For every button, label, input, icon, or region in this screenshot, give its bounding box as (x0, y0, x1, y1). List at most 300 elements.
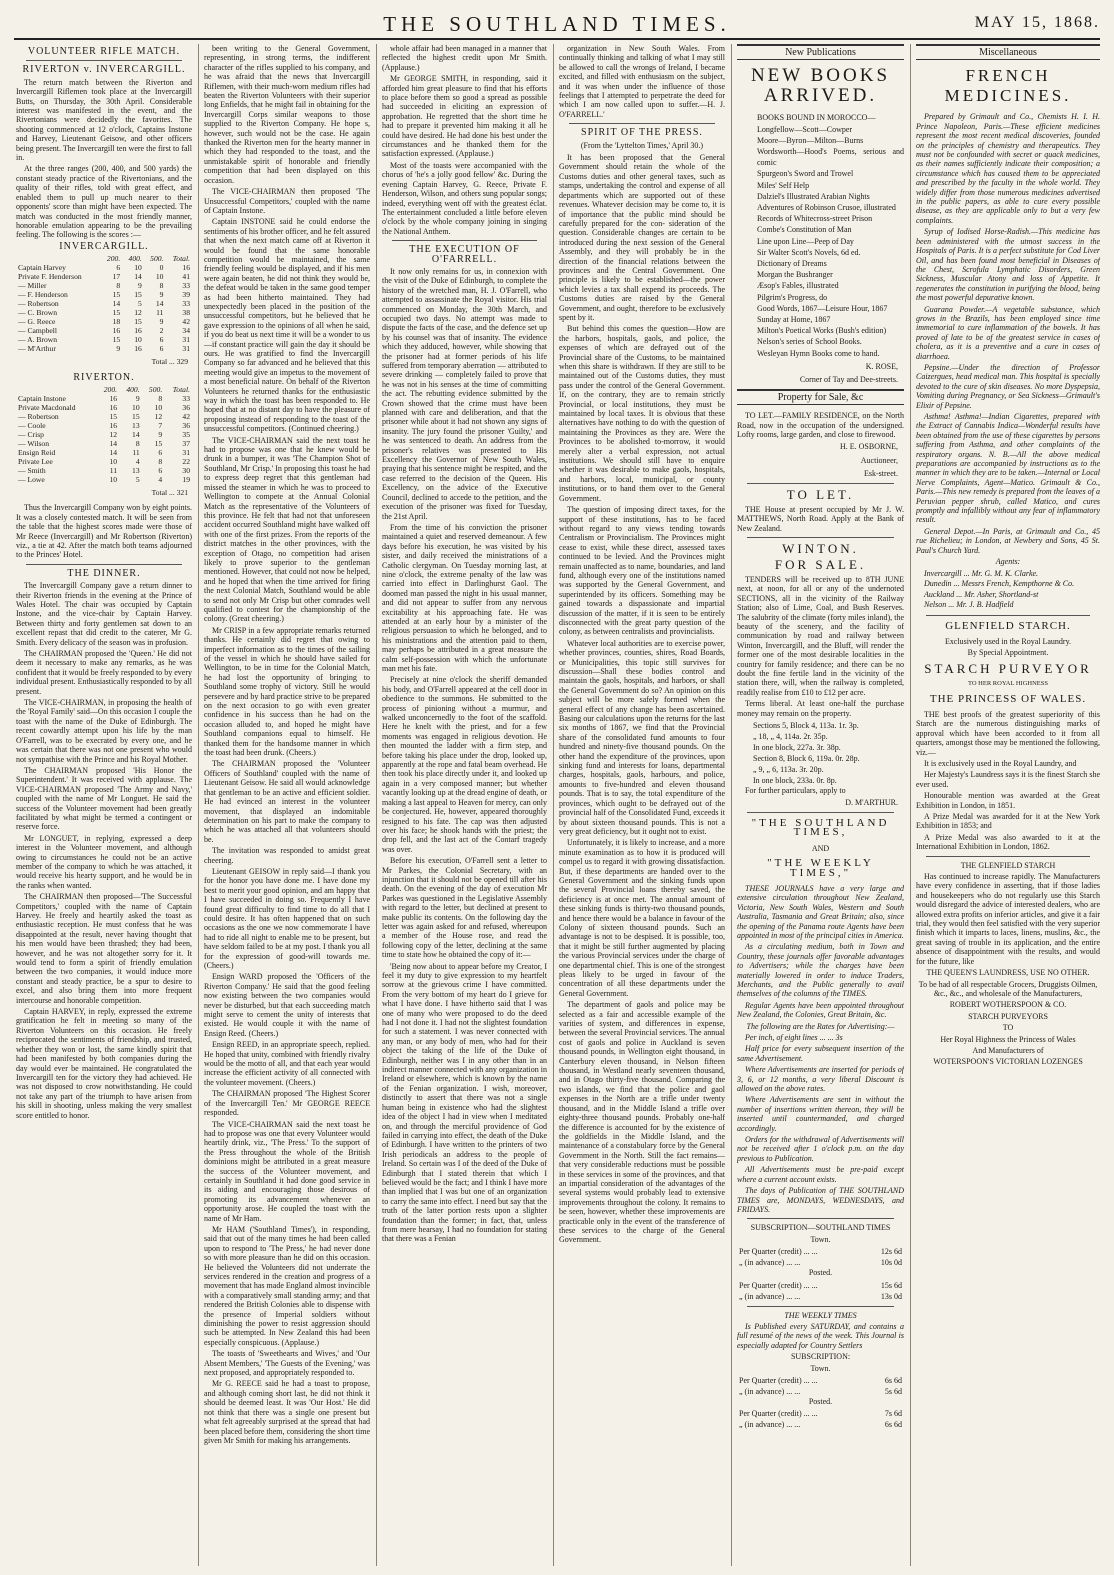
ad-headline: STARCH PURVEYOR (924, 660, 1092, 676)
column-rule (198, 44, 199, 1566)
book-item: Milton's Poetical Works (Bush's edition) (757, 326, 887, 336)
section-lot: In one block, 227a. 3r. 38p. (753, 743, 841, 753)
score-name-cell: — Coole (18, 420, 46, 430)
agent-item: Auckland ... Mr. Asher, Shortland-st (924, 589, 1039, 599)
price-value: 5s 6d (884, 1386, 902, 1396)
price-row (737, 1246, 904, 1257)
score-value-cell: 8 (116, 281, 121, 291)
ad-headline: GLENFIELD STARCH. (945, 619, 1071, 632)
article-paragraph: Mr LONGUET, in replying, expressed a deep interest in the Volunteer movement, and although owing to circumstances he could not be an active member of the company to which he was attached, it would receive his hearty support, and he would be in the ranks when wanted. (16, 833, 192, 890)
article-paragraph: Most of the toasts were accompanied with the chorus of 'he's a jolly good fellow' &c. During the evening Captain Harvey, G. Reece, Private F. Henderson, Wilson, and others sung popular songs; indeed, everything went off with the greatest éclat. The entertainment concluded a little before eleven o'clock by the whole company joining in singing the National Anthem. (382, 160, 547, 236)
article-source: (From the 'Lyttelton Times,' April 30.) (580, 140, 704, 150)
agents-list (916, 569, 1100, 611)
score-value-cell: 6 (159, 344, 164, 354)
article-paragraph: whole affair had been managed in a manner that reflected the highest credit upon Mr Smith. (Applause.) (382, 44, 547, 72)
score-value-cell: 15 (132, 411, 140, 421)
score-value-cell: 9 (138, 281, 142, 291)
ad-connector: AND (811, 843, 830, 853)
rates-note: Orders for the withdrawal of Advertisements will not be received after 1 o'clock p.m. on the day previous to Publication. (737, 1135, 904, 1163)
score-value-cell: 14 (155, 299, 164, 309)
article-paragraph: been writing to the General Government, representing, in strong terms, the indifferent character of the rifles supplied to his company, and he was afraid that the news that Invercargill Riflemen, with their much-worn medium rifles had beaten the Riverton Volunteers with their superior long Enfields, that he might fail in obtaining for the Invercargill Corps similar weapons to those supplied to the Riverton Company. He hope s, however, such would not be the case. He again thanked the Riverton men for the hearty manner in which they had responded to the toast, and the unmistakable spirit of honorable and friendly competition that had been displayed on this occasion. (204, 44, 370, 185)
score-value-cell: 16 (109, 402, 118, 412)
score-value-cell: 14 (112, 299, 121, 309)
rates-line: Per inch, of eight lines ... ... 3s (745, 1033, 843, 1042)
price-value: 7s 6d (884, 1409, 902, 1419)
price-value: 6s 6d (884, 1375, 902, 1385)
subscription-title: SUBSCRIPTION—SOUTHLAND TIMES (750, 1223, 891, 1233)
section-heading: Property for Sale, &c (737, 389, 904, 405)
rates-notes (737, 1065, 904, 1214)
article-paragraph: The invitation was responded to amidst great cheering. (204, 846, 370, 865)
ad-text: TO LET.—FAMILY RESIDENCE, on the North Road, now in the occupation of the undersigned. Lofty rooms, large garden, and close to firewood. (737, 411, 904, 439)
score-value-cell: 8 (158, 456, 163, 466)
book-item: Æsop's Fables, illustrated (757, 281, 839, 291)
score-row (16, 281, 192, 290)
ad-text-block (737, 884, 904, 1020)
book-item: Adventures of Robinson Crusoe, illustrated (757, 203, 896, 213)
price-label: Per Quarter (credit) ... ... (739, 1409, 818, 1419)
ad-paragraph: Asthma! Asthma!—Indian Cigarettes, prepared with the Extract of Cannabis Indica—Wonderful results have been obtained from the use of these cigarettes by persons suffering from Asthma, and other complaints of the respiratory organs. N. B.—All the above medical preparations are accompanied by instructions as to the manner in which they are to be taken.—Internal or Local Nerve Complaints, Agent—Matico. Grimault & Co., Paris.—This new remedy is prepared from the leaves of a Peruvian pepper shrub, called Matico, and cures promptly and infallibly without any fear of inflammatory result. (916, 412, 1100, 525)
ad-paragraph: THE best proofs of the greatest superiority of this Starch are the numerous distinguishing marks of approval which have been accorded to it from all quarters, amongst those may be mentioned the following, viz.— (916, 709, 1100, 757)
score-value-cell: 4 (135, 456, 140, 466)
ad-subline: TO (1002, 1023, 1014, 1033)
article-paragraph: Mr HAM ('Southland Times'), in responding, said that out of the many times he had been called upon to respond to 'The Press,' he had never done so with more pleasure than he did on this occasion. He believed the Volunteers did not underrate the services rendered in the creation and progress of a movement that has made England almost invincible with a comparatively small standing army; and that rendered the British Colonies able to dispense with the presence of Imperial soldiers without diminishing the power to resist aggression should such be attempted. In New Zealand this had been especially conspicuous. (Applause.) (204, 1224, 370, 1347)
article-paragraph: Captain HARVEY, in reply, expressed the extreme gratification he felt in meeting so many of the Riverton Volunteers on this occasion. He freely reciprocated the sentiments of friendship, and trusted, whether they won or lost, the same kindly spirit that had been manifested by both companies during the day would ever be maintained. He congratulated the Invercargill ten for the victory they had achieved. He was not disposed to crow notwithstanding. He could not take any part of the triumph to have arisen from his skill in shooting, unless making the very smallest score entitled to honor. (16, 1007, 192, 1120)
rates-note: Where Advertisements are sent in without the number of insertions written thereon, they will be inserted until countermanded, and charged accordingly. (737, 1095, 904, 1133)
subscription-group: Town. (810, 1363, 831, 1373)
section-list (737, 720, 904, 786)
score-header-cell: 500. (148, 384, 163, 394)
ad-headline: WINTON. (782, 541, 859, 557)
score-value-cell: 12 (134, 308, 142, 318)
score-value-cell: 9 (135, 393, 140, 403)
score-value-cell: 12 (109, 429, 118, 439)
ad-headline: FRENCH MEDICINES. (944, 66, 1072, 106)
ad-paragraph: THESE JOURNALS have a very large and extensive circulation throughout New Zealand, Victoria, New South Wales, Western and South Australia, Tasmania and Great Britain; also, since the opening of the Panama route Agents have been appointed in most of the principal cities in America. (737, 883, 904, 940)
article-paragraph: It now only remains for us, in connexion with the visit of the Duke of Edinburgh, to complete the history of the wretched man, H. J. O'Farrell, who attempted to assassinate the Royal visitor. His trial commenced on Monday, the 30th March, and occupied two days. No attempt was made to dispute the facts of the case, and the defence set up by his counsel was that of insanity. The evidence which they adduced, however, while showing that the prisoner had at former periods of his life suffered from temporary aberration — attributed to severe drinking — completely failed to prove that he was not in his senses at the time of committing the act. The rebutting evidence submitted by the Crown showed that the crime must have been planned with care and deliberation, and that the prisoner while about it had not shown any signs of insanity. The jury found the prisoner 'Guilty,' and he was sentenced to death. An address from the prisoner's relatives was presented to His Excellency the Governor of New South Wales, praying that his sentence might be respited, and the case referred to the decision of the Queen. His Excellency, on the advice of the Executive Council, declined to accede to the petition, and the execution of the prisoner was fixed for Tuesday, the 21st April. (382, 266, 547, 521)
score-value-cell: 6 (158, 465, 163, 475)
article-paragraph: Precisely at nine o'clock the sheriff demanded his body, and O'Farrell appeared at the cell door in obedience to the summons. He submitted to the process of pinioning without a murmur, and walked unconcernedly to the foot of the scaffold. Here he knelt with the priest, and for a few moments was engaged in religious devotion. He then mounted the ladder with a firm step, and before taking his place under the drop, looked up, apparently at the rope and fatal beam overhead. He then took his place directly under it, and looked up again in a very composed manner; but whether vacantly looking up at the dread engine of death, or making a last appeal to Heaven for mercy, can only be conjectured. He, however, appeared thoroughly resigned to his fate. The cap was then adjusted over his face; he shook hands with the priest; the drop fell, and the last act of the Contarf tragedy was over. (382, 675, 547, 854)
article-paragraph: The VICE-CHAIRMAN said the next toast he had to propose was one that he knew would be drunk in a bumper, it was 'The Champion Shot of Southland, Mr Crisp.' In proposing this toast he had to express deep regret that this gentleman had missed the steamer in which he was to proceed to Wellington to compete at the Annual Colonial Match as the representative of the Volunteers of this province. He felt that had not that unforeseen accident occurred Southland might have walked off with one of the first prizes. From the reports of the district matches in the other provinces, with the exception of Otago, no competition had arisen likely to prove superior to the gentleman mentioned. However, that could not now be helped, and he hoped that when the time arrived for firing the next Colonial Match, Southland would be able to send not only Mr Crisp but other comrades well qualified to contest for the championship of the colony. (Great cheering.) (204, 435, 370, 624)
ad-text: General Depot.—In Paris, at Grimault and Co., 45 rue Richelieu; in London, at Newbery and Sons, 45 St. Paul's Church Yard. (916, 526, 1100, 555)
article-paragraph: The CHAIRMAN proposed the 'Queen.' He did not deem it necessary to make any remarks, as he was confident that it would be freely responded to by every individual present. Enthusiastically responded to by all present. (16, 649, 192, 696)
ad-paragraph: It is exclusively used in the Royal Laundry, and (924, 758, 1077, 768)
article-paragraph: The question of imposing direct taxes, for the support of these institutions, has to be faced without regard to any views tending towards Centralism or Provincialism. The Provinces might cease to exist, while these direct, assessed taxes continued to be levied. And the Provinces might remain unaffected as to name, boundaries, and land fund, although every one of the institutions named was supported by the General Government, and superintended by its officers. Something may be gained towards a dispassionate and impartial discussion of the matter, if it is seen to be entirely disconnected with the great party question of the colony, as between centralists and provincialists. (559, 505, 725, 637)
article-paragraph: The CHAIRMAN then proposed—'The Successful Competitors,' coupled with the name of Captain Harvey. He freely and heartily asked the toast as enthusiastic reception. He must confess that he was disappointed at the result, never having thought that his men would have been thrashed; they had been, however, and he was not altogether sorry for it. It would tend to form a spirit of friendly emulation between the two companies, it would induce more constant and steady practice, be a spur to desire to excel, and also bring them into more frequent intercourse and honorable competition. (16, 892, 192, 1005)
score-value-cell: 16 (134, 326, 142, 336)
score-value-cell: 36 (182, 420, 190, 430)
book-item: Longfellow—Scott—Cowper (757, 124, 853, 134)
book-list (737, 112, 904, 358)
ad-subline: Exclusively used in the Royal Laundry. (944, 636, 1072, 646)
book-item: Good Words, 1867—Leisure Hour, 1867 (757, 303, 888, 313)
score-header-cell: 400. (128, 254, 142, 264)
article-paragraph: Ensign WARD proposed the 'Officers of the Riverton Company.' He said that the good feeling now existing between the two companies would never be disturbed, but that each succeeding match might serve to cement the unity of interests that existed. He would couple it with the name of Ensign Reed. (Cheers.) (204, 972, 370, 1038)
score-header-cell: Total. (172, 254, 190, 264)
score-row (16, 299, 192, 308)
score-value-cell: 31 (182, 344, 190, 354)
score-total: Total ... 329 (151, 357, 188, 367)
score-value-cell: 6 (158, 447, 163, 457)
ad-headline: THE GLENFIELD STARCH (960, 860, 1056, 870)
book-item: Spurgeon's Sword and Trowel (757, 169, 854, 179)
section-lot: Section 8, Block 6, 119a. 0r. 28p. (753, 754, 860, 764)
score-value-cell: 7 (158, 420, 163, 430)
article-paragraph: Before his execution, O'Farrell sent a letter to Mr Parkes, the Colonial Secretary, with an injunction that it should not be opened till after his death. On the evening of the day of execution Mr Parkes was questioned in the Legislative Assembly with regard to the letter, but declined at present to make public its contents. On the following day the letter was again asked for and refused, whereupon a member of the House rose, and read the following copy of the letter, declining at the same time to state how he obtained the copy of it:— (382, 856, 547, 960)
score-row (16, 439, 192, 448)
price-label: „ (in advance) ... ... (739, 1420, 801, 1430)
score-value-cell: 15 (109, 411, 118, 421)
ad-headline: ROBERT WOTHERSPOON & CO. (949, 1000, 1067, 1010)
score-value-cell: 11 (132, 447, 140, 457)
article-body (559, 153, 725, 1245)
score-row (16, 326, 192, 335)
book-item: Nelson's series of School Books. (757, 337, 862, 347)
score-value-cell: 34 (182, 326, 190, 336)
score-value-cell: 13 (132, 420, 140, 430)
score-value-cell: 31 (182, 447, 190, 457)
book-item: Miles' Self Help (757, 180, 810, 190)
score-name-cell: — G. Reece (18, 317, 56, 327)
score-value-cell: 9 (158, 429, 163, 439)
price-value: 10s 0d (880, 1258, 902, 1268)
score-value-cell: 15 (154, 438, 163, 448)
rates-line: Half price for every subsequent insertion of the same Advertisement. (737, 1044, 904, 1063)
ad-subline: By Special Appointment. (967, 648, 1049, 658)
column-rule (376, 44, 377, 1566)
section-heading: Miscellaneous (916, 44, 1100, 60)
ad-paragraph: Prepared by Grimault and Co., Chemists H. I. H. Prince Napoleon, Paris.—These efficient medicines represent the most recent medical discoveries, founded on the principles of chemistry and therapeutics. They must not be confounded with secret or quack medicines, as their names sufficiently indicate their composition; a circumstance which has caused them to be appreciated and prescribed by the faculty in the whole world. They widely differ from those numerous medicines advertised in the public papers, as able to cure every possible disease, as they are applicable only to but a very few complaints. (916, 112, 1100, 225)
column-miscellaneous (916, 44, 1100, 1566)
ad-paragraph: Her Majesty's Laundress says it is the finest Starch she ever used. (916, 770, 1100, 789)
score-value-cell: 38 (182, 308, 190, 318)
score-row (16, 421, 192, 430)
score-value-cell: 15 (134, 317, 142, 327)
score-value-cell: 2 (159, 326, 164, 336)
score-value-cell: 31 (182, 335, 190, 345)
price-label: Per Quarter (credit) ... ... (739, 1375, 818, 1385)
subscription-table (737, 1375, 904, 1397)
article-paragraph: The VICE-CHAIRMAN, in proposing the health of the 'Royal Family' said—On this occasion I couple the toast with the name of the Duke of Edinburgh. The recent cowardly attempt upon his life by the man O'Farrell, was to be execrated by every one, and he was certain that there was not one present who would not sympathise with the Prince and his Royal Mother. (16, 698, 192, 764)
article-paragraph: Mr GEORGE SMITH, in responding, said it afforded him great pleasure to find that his efforts to place before them so good a spread as possible had succeeded in eliciting an expression of approbation. He regretted that the short time he had to prepare it prevented him making it all he could have desired. He had done his best under the circumstances and he thanked them for the satisfaction expressed. (Applause.) (382, 74, 547, 159)
score-row (16, 263, 192, 272)
score-value-cell: 10 (109, 474, 118, 484)
book-item: Sunday at Home, 1867 (757, 315, 831, 325)
article-intro (16, 78, 192, 240)
ad-subline: TO HER ROYAL HIGHNESS (968, 680, 1048, 688)
score-row (16, 403, 192, 412)
column-rule (553, 44, 554, 1566)
score-row (16, 457, 192, 466)
price-value: 6s 6d (884, 1420, 902, 1430)
score-value-cell: 35 (182, 429, 190, 439)
score-header-cell (16, 385, 96, 394)
score-value-cell: 4 (158, 474, 163, 484)
article-paragraph: Mr G. REECE said he had a toast to propose, and although coming short last, he did not think it should be deemed least. It was 'Our Host.' He did not think that there was a single one present but what felt agreeably surprised at the spread that had been placed before them, considering the short time given Mr Smith for making his arrangements. (204, 1379, 370, 1445)
score-value-cell: 36 (182, 402, 190, 412)
score-value-cell: 16 (112, 326, 121, 336)
ad-text: For further particulars, apply to (745, 786, 846, 796)
price-row (737, 1408, 904, 1419)
score-header-row (16, 385, 192, 394)
score-value-cell: 19 (182, 474, 190, 484)
ad-paragraph: Regular Agents have been appointed throughout New Zealand, the Colonies, Great Britain, &c. (737, 1000, 904, 1020)
rates-intro: The following are the Rates for Advertising:— (746, 1021, 895, 1031)
column-rifle-match (16, 44, 192, 1566)
score-row (16, 466, 192, 475)
ad-text: THE House at present occupied by Mr J. W. MATTHEWS, North Road. Apply at the Bank of New Zealand. (737, 504, 904, 533)
ad-signature: K. ROSE, (865, 361, 898, 371)
score-row (16, 412, 192, 421)
article-title: THE DINNER. (67, 567, 141, 579)
article-paragraph: Captain INSTONE said he could endorse the sentiments of his brother officer, and he felt assured that when the next match came off at Riverton it would be found that the same honorable competition would be maintained, the same friendly feeling would be displayed, and if his men were again beaten, he did not think they would be, the defeat would be taken in the same good temper as had been hitherto maintained. They had unexpectedly been placed in the position of the unsuccessful competitors, but he believed that he gave expression to the opinions of all when he said, if you do beat us next time it will be a wonder to us—if constant practice will gain the day it should be ours. He was gratified to find the Invercargill Company so far advanced and he believed that this meeting would give an impetus to the movement of a most beneficial nature. On behalf of the Riverton Volunteers he returned thanks for the enthusiastic way in which the toast has been responded to. He hoped that at no distant day to have the pleasure of proposing instead of responding to the toast of the unsuccessful competitors. (Continued cheering.) (204, 217, 370, 434)
score-header-row (16, 254, 192, 263)
article-paragraph: From the time of his conviction the prisoner maintained a quiet and reserved demeanour. A few days before his execution, he was visited by his sister, and daily received the ministrations of a Catholic clergyman. On Tuesday morning last, at nine o'clock, the extreme penalty of the law was carried into effect in Darlinghurst Gaol. The doomed man passed the night in his usual manner, and did not appear to suffer from any nervous excitability at his approaching fate. He was attended at an early hour by a minister of the religious persuasion to which he belonged, and to his ministrations and the attention paid to them, may perhaps be attributed in a great measure the calm self-possession with which the unfortunate man met his fate. (382, 522, 547, 673)
ad-text-block (916, 710, 1100, 852)
article-paragraph: The toasts of 'Sweethearts and Wives,' and 'Our Absent Members,' 'The Guests of the Evening,' was next proposed, and appropriately responded to. (204, 1349, 370, 1378)
article-body (16, 581, 192, 1120)
article-paragraph: Thus the Invercargill Company won by eight points. It was a closely contested match. It will be seen from the table that the highest scores made were those of Mr Reece (Invercargill) and Mr Robertson (Riverton) viz., a tie at 42. After the match both teams adjourned to the Princes' Hotel. (16, 503, 192, 560)
score-value-cell: 6 (159, 335, 164, 345)
article-paragraph: Whatever local authorities are to exercise power, whether provinces, counties, shires, Road Boards, or Municipalities, this topic still survives for discussion—Shall these bodies control and maintain the gaols, hospitals, and harbors, or shall the General Government do so? An opinion on this subject will be more safely formed when the general effect of any change has been ascertained. Basing our calculations upon the returns for the last six months of 1867, we find that the Provincial share of the consolidated fund amounts to four hundred and ninety-five thousand pounds. On the other hand the expenditure of the provinces, upon sinking fund and interests for loans, departmental charges, hospitals, gaols, harbours, and police, amounts to five-hundred and eleven thousand pounds. That is to say, the total expenditure of the provinces, which ought to be defrayed out of the provincial half of the Consolidated Fund, exceeds it by about sixteen thousand pounds. This is not a very great deficiency, but it ought not to exist. (559, 638, 725, 836)
score-value-cell: 11 (109, 465, 118, 475)
ad-text: Has continued to increase rapidly. The Manufacturers have every confidence in asserting, that if those ladies and housekeepers who do not regularly use this Starch would disregard the advice of interested dealers, who are allowed extra profits on inferior articles, and give it a fair trial, they would then feel satisfied with the very superior finish which it imparts to laces, linens, muslins, &c., the great saving of trouble in its application, and the entire absence of disappointment with the results, and would for the future, like (916, 872, 1100, 966)
score-value-cell: 8 (158, 393, 163, 403)
column-advertisements (737, 44, 904, 1566)
score-value-cell: 37 (182, 438, 190, 448)
book-item: Combe's Constitution of Man (757, 225, 852, 235)
score-value-cell: 8 (135, 438, 140, 448)
score-header-cell: 400. (126, 384, 140, 394)
subscription-group: Town. (810, 1234, 831, 1244)
book-item: Dalziel's Illustrated Arabian Nights (757, 191, 870, 201)
score-value-cell: 8 (159, 281, 164, 291)
score-value-cell: 13 (132, 465, 140, 475)
article-paragraph: At the three ranges (200, 400, and 500 yards) the constant steady practice of the Rivertonians, and the quality of their rifles, told with great effect, and enabled them to pull up much nearer to their opponents' score than might have been expected. The match was conducted in the most friendly manner, honorable emulation appearing to be the prevailing feeling. The following is the scores :— (16, 164, 192, 240)
ad-headline: "THE SOUTHLAND TIMES, (751, 816, 890, 839)
score-value-cell: 10 (132, 402, 140, 412)
score-value-cell: 42 (182, 411, 190, 421)
article-paragraph: The VICE-CHAIRMAN then proposed 'The Unsuccessful Competitors,' coupled with the name of Captain Instone. (204, 187, 370, 215)
score-value-cell: 15 (112, 335, 121, 345)
score-value-cell: 5 (138, 299, 142, 309)
ad-text: Terms liberal. At least one-half the purchase money may remain on the property. (737, 699, 904, 718)
book-item: Line upon Line—Peep of Day (757, 236, 854, 246)
article-subtitle: RIVERTON v. INVERCARGILL. (22, 64, 186, 76)
agent-item: Invercargill ... Mr. G. M. K. Clarke. (924, 568, 1039, 578)
score-value-cell: 33 (182, 299, 190, 309)
agent-item: Nelson ... Mr. J. B. Hadfield (924, 600, 1014, 609)
score-table-title: INVERCARGILL. (59, 240, 149, 252)
score-value-cell: 33 (182, 281, 190, 291)
ad-signature: D. M'ARTHUR. (845, 798, 898, 808)
price-value: 13s 0d (880, 1291, 902, 1301)
score-header-cell: 500. (150, 254, 164, 264)
article-paragraph: The return match between the Riverton and Invercargill Riflemen took place at the Invercargill Butts, on Thursday, the 30th April. Considerable interest was manifested in the event, and the Rivertonians were decidedly the favorites. The shooting commenced at 12 o'clock, Captains Instone and Harvey, Lieutenant Geisow, and other officers being present. The Invercargill ten were the first to fall in. (16, 77, 192, 163)
score-value-cell: 10 (134, 263, 142, 273)
column-rule (731, 44, 732, 1566)
ad-headline: "THE WEEKLY TIMES," (767, 857, 874, 879)
article-title: SPIRIT OF THE PRESS. (581, 127, 703, 139)
score-value-cell: 15 (112, 308, 121, 318)
score-name-cell: — Crisp (18, 429, 44, 439)
issue-date: MAY 15, 1868. (974, 14, 1100, 31)
score-value-cell: 9 (159, 317, 164, 327)
agents-heading: Agents: (995, 557, 1021, 567)
newspaper-title: THE SOUTHLAND TIMES. (383, 12, 731, 36)
score-value-cell: 14 (109, 447, 118, 457)
score-name-cell: — Robertson (18, 411, 59, 421)
score-total: Total ... 321 (151, 487, 188, 497)
ad-headline: THE PRINCESS OF WALES. (929, 692, 1087, 705)
section-lot: „ 9, „ 6, 113a. 3r. 20p. (753, 765, 824, 775)
score-value-cell: 14 (109, 438, 118, 448)
score-row (16, 430, 192, 439)
score-name-cell: — Miller (18, 281, 47, 291)
score-name-cell: Captain Harvey (18, 263, 66, 273)
price-label: „ (in advance) ... ... (739, 1291, 801, 1301)
subscription-title: SUBSCRIPTION: (790, 1352, 851, 1362)
score-name-cell: — Robertson (18, 299, 59, 309)
article-body (559, 44, 725, 119)
book-item: Sir Walter Scott's Novels, 6d ed. (757, 247, 861, 257)
ad-headline: NEW BOOKS ARRIVED. (750, 65, 891, 107)
article-paragraph: The VICE-CHAIRMAN said the next toast he had to propose was one that every Volunteer would heartily drink, viz., 'The Press.' To the support of the Press throughout the whole of the British dominions might be attributed in a great measure the success of the Volunteer movement, and certainly in Southland it had done good service in its aiding and encouraging those desirous of promoting its advancement whenever an opportunity arose. He coupled the toast with the name of Mr Ham. (204, 1119, 370, 1223)
article-body (382, 44, 547, 236)
section-lot: „ 18, „ 4, 114a. 2r. 35p. (753, 732, 828, 742)
article-paragraph: organization in New South Wales. From continually thinking and talking of what I may still be allowed to call the wrongs of Ireland, I became excited, and filled with enthusiasm on the subject, and it was when under the influence of those feelings that I attempted to perpetrate the deed for which I am now called upon to suffer.—H. J. O'FARRELL.' (559, 44, 725, 119)
article-paragraph: The CHAIRMAN proposed 'The Highest Scorer of the Invercargill Ten.' Mr GEORGE REECE responded. (204, 1089, 370, 1118)
column-rule (910, 44, 911, 1566)
book-item: Dictionary of Dreams (757, 259, 827, 269)
score-table-invercargill (16, 254, 192, 353)
score-value-cell: 0 (159, 263, 164, 273)
article-paragraph: Mr CRISP in a few appropriate remarks returned thanks. He certainly did regret that owing to imperfect information as to the times of the sailing of the vessel in which he should have sailed for Wellington, to be in time for the Colonial Match, he had lost the opportunity of bringing to Southland some trophy of victory. Still he would persevere and by hard practice strive to be prepared on the next occasion to go with even greater confidence in his success than he had on the occasion alluded to, and hoped he might have Southland companions equal to himself. He thanked them for the handsome manner in which the toast had been drunk. (Cheers.) (204, 625, 370, 758)
subscription-group: Posted. (808, 1396, 833, 1406)
score-name-cell: — Smith (18, 465, 46, 475)
article-paragraph: But behind this comes the question—How are the harbors, hospitals, gaols, and police, the expenses of which are defrayed out of the Provincial share of the Customs, to be maintained when this share is withdrawn. If they are still to be maintained out of the Customs duties, they must pass under the control of the General Government. If, on the contrary, they are to remain strictly Provincial, or local institutions, they must be maintained by local taxes. It is obvious that these alternatives have nothing to do with the question of maintaining the Provinces as they are. Were the Provinces to be abolished to-morrow, it would merely alter a verbal expression, not actual institutions. We should still have to enquire whether it was desirable to make gaols, hospitals, and harbors, local, municipal, or county institutions, or to hand them over to the General Government. (559, 324, 725, 503)
score-value-cell: 10 (134, 335, 142, 345)
score-value-cell: 10 (154, 402, 163, 412)
article-body (382, 267, 547, 1244)
score-value-cell: 9 (116, 344, 121, 354)
score-name-cell: — Campbell (18, 326, 58, 336)
article-body (204, 44, 370, 1445)
score-value-cell: 12 (154, 411, 163, 421)
book-item: Moore—Byron—Milton—Burns (757, 135, 864, 145)
ad-signature: Corner of Tay and Dee-streets. (799, 375, 898, 385)
ad-text-block (916, 112, 1100, 524)
score-header-cell: 200. (103, 384, 118, 394)
book-item: Wesleyan Hymn Books come to hand. (757, 348, 880, 358)
price-row (737, 1419, 904, 1430)
score-value-cell: 16 (182, 263, 190, 273)
price-label: Per Quarter (credit) ... ... (739, 1280, 818, 1290)
score-value-cell: 9 (159, 290, 164, 300)
score-value-cell: 39 (182, 290, 190, 300)
price-label: Per Quarter (credit) ... ... (739, 1247, 818, 1257)
score-name-cell: Captain Instone (18, 393, 66, 403)
ad-paragraph: Pepsine.—Under the direction of Professor Caizergues, head medical man. This hospital is specially devoted to the cure of skin diseases. No more Dyspepsia, Vomiting during Pregnancy, or Sea Sickness—Grimault's Elixir of Pepsine. (916, 362, 1100, 410)
book-item: Wordsworth—Hood's Poems, serious and comic (757, 147, 904, 168)
ad-headline: WOTERSPOON'S VICTORIAN LOZENGES (933, 1057, 1083, 1067)
score-name-cell: — C. Brown (18, 308, 58, 318)
agent-item: Dunedin ... Messrs French, Kempthorne & Co. (924, 579, 1075, 588)
score-row (16, 308, 192, 317)
score-value-cell: 42 (182, 317, 190, 327)
ad-subline: Her Royal Highness the Princess of Wales (940, 1034, 1076, 1044)
score-value-cell: 6 (116, 263, 121, 273)
score-row (16, 394, 192, 403)
score-value-cell: 15 (134, 290, 142, 300)
subscription-table (737, 1246, 904, 1268)
score-value-cell: 5 (135, 474, 140, 484)
score-row (16, 317, 192, 326)
score-header-cell (16, 254, 101, 263)
score-value-cell: 10 (155, 272, 164, 282)
section-lot: Sections 5, Block 4, 113a. 1r. 3p. (753, 721, 859, 731)
score-value-cell: 22 (182, 456, 190, 466)
price-row (737, 1375, 904, 1386)
score-header-cell: 200. (106, 254, 121, 264)
book-item: Morgan the Bushranger (757, 270, 833, 280)
score-name-cell: — F. Henderson (18, 290, 68, 300)
score-name-cell: — Lowe (18, 474, 45, 484)
section-lot: In one block, 233a. 0r. 8p. (753, 776, 837, 786)
weekly-heading: THE WEEKLY TIMES (784, 1310, 857, 1320)
masthead (14, 12, 1100, 40)
score-table-title: RIVERTON. (73, 371, 135, 383)
ad-paragraph: A Prize Medal was also awarded to it at the International Exhibition in London, 1862. (916, 832, 1100, 852)
article-paragraph: 'Being now about to appear before my Creator, I feel it my duty to give expression to my heartfelt sorrow at the grievous crime I have committed. From the very bottom of my heart do I grieve for what I have done. I have hitherto said that I was one of many who were proposed to do the deed had I not done it. I had not the slightest foundation for such a statement. I was never connected with any man, or any body of men, who had for their object the taking of the life of the Duke of Edinburgh, neither was I in any other than in an indirect manner connected with any organization in Ireland or elsewhere, which is known by the name of the Fenian organization. I wish, moreover, distinctly to assert that there was not a single human being in existence who had the slightest idea of the object I had in view when I meditated on, and through the merciful providence of God failed in carrying into effect, the death of the Duke of Edinburgh. I have written to the printers of two Irish periodicals an address to the people of Ireland. So certain was I of the deed of the Duke of Edinburgh that I stated therein that which I believed would be the fact; and I think I have more than implied that I was but one of an organization to carry the same into effect. I need but say that the truth of the latter portion rests upon a slighter foundation than the former; in fact, that, unless from mere hearsay, I had no foundation for stating that there was a Fenian (382, 961, 547, 1244)
score-table-riverton (16, 385, 192, 484)
price-value: 15s 6d (880, 1280, 902, 1290)
score-value-cell: 14 (134, 272, 142, 282)
price-row (737, 1280, 904, 1291)
article-title: THE EXECUTION OF O'FARRELL. (409, 244, 520, 265)
ad-subline: STARCH PURVEYORS (968, 1011, 1048, 1021)
price-row (737, 1257, 904, 1268)
rates-note: Where Advertisements are inserted for periods of 3, 6, or 12 months, a very liberal Discount is allowed on the above rates. (737, 1065, 904, 1094)
score-value-cell: 41 (182, 272, 190, 282)
ad-subline: And Manufacturers of (972, 1045, 1044, 1055)
ad-text: TENDERS will be received up to 8TH JUNE next, at noon, for all or any of the undernoted SECTIONS, all in the vicinity of the Railway Station; also of Lime, Coal, and Bush Reserves. The salubrity of the climate (forty miles inland), the beauty of the scenery, and the facility of communication by road and railway between Winton, Invercargill, and the Bluff, will render the former one of the most desirable localities in the country for family residence; and there can be no doubt the fine fertile land in the vicinity of the station there, will, when the railway is completed, readily realise from £10 to £12 per acre. (737, 574, 904, 697)
score-value-cell: 16 (109, 393, 118, 403)
score-value-cell: 16 (109, 420, 118, 430)
article-paragraph: The CHAIRMAN proposed 'His Honor the Superintendent.' It was received with applause. The VICE-CHAIRMAN proposed 'The Army and Navy,' coupled with the name of Mr Longuet. He said the success of the Volunteer movement had been greatly facilitated by what might be termed a contingent or reserve force. (16, 765, 192, 832)
article-paragraph: The Invercargill Company gave a return dinner to their Riverton friends in the evening at the Prince of Wales Hotel. The chair was occupied by Captain Instone, and the vice-chair by Captain Harvey. Between thirty and forty gentlemen sat down to an excellent repast that did credit to the caterer, Mr G. Smith. Every delicacy of the season was in profusion. (16, 581, 192, 647)
ad-signature: H. E. OSBORNE, (839, 442, 898, 452)
score-name-cell: — A. Brown (18, 335, 58, 345)
subscription-table (737, 1408, 904, 1430)
section-heading: New Publications (737, 44, 904, 60)
column-spirit-of-press (559, 44, 725, 1566)
score-name-cell: Private F. Henderson (18, 272, 82, 282)
score-value-cell: 10 (109, 456, 118, 466)
score-value-cell: 15 (112, 290, 121, 300)
score-value-cell: 30 (182, 465, 190, 475)
ad-paragraph: Guarana Powder.—A vegetable substance, which grows in the Brazils, has been employed since time immemorial to cure inflammation of the bowels. It has proved of late to be of the greatest service in cases of cholera, as it is a preventive and a cure in cases of diarrhoea. (916, 304, 1100, 361)
column-execution (382, 44, 547, 1566)
subscription-table (737, 1280, 904, 1302)
score-row (16, 475, 192, 484)
ad-paragraph: Honourable mention was awarded at the Great Exhibition in London, in 1851. (916, 791, 1100, 810)
article-paragraph: Unfortunately, it is likely to increase, and a more minute examination as to how it is produced will compel us to regard it with growing dissatisfaction. But, if these departments are handed over to the General Government and the sinking funds upon the several Provincial loans thereby saved, the deficiency is at once met. The annual amount of these sinking funds is thirty-two thousand pounds, and hence there would be a balance in favour of the Colony of sixteen thousand pounds. Such an advantage is not to be despised. It is possible, too, that it might be still further augmented by placing the various Provincial services under the charge of one departmental chief. This is one of the strongest pleas likely to be urged in favour of the concentration of all these departments under the General Government. (559, 838, 725, 998)
score-row (16, 448, 192, 457)
price-row (737, 1386, 904, 1397)
score-value-cell: 17 (112, 272, 121, 282)
score-value-cell: 33 (182, 393, 190, 403)
